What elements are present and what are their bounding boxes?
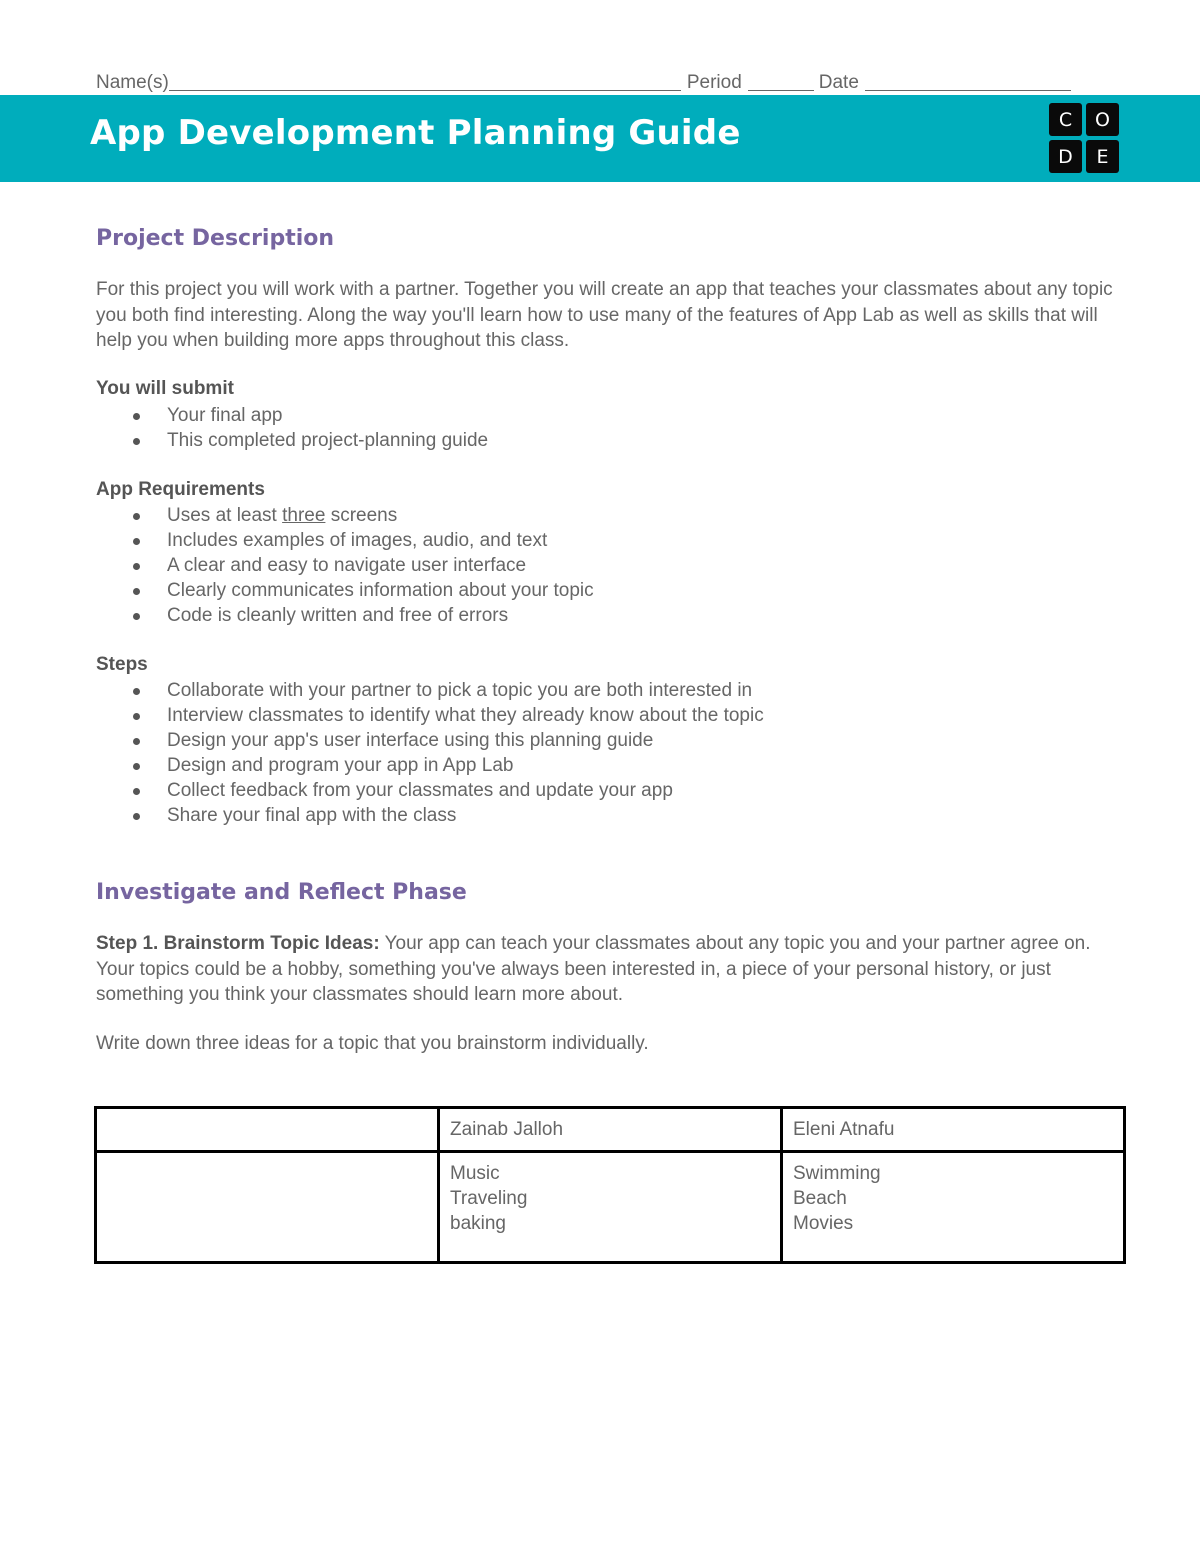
period-label: Period xyxy=(686,72,742,93)
ideas-table xyxy=(94,1106,1126,1264)
list-item: Interview classmates to identify what they already know about the topic xyxy=(96,703,764,728)
table-row xyxy=(96,1108,1125,1152)
logo-letter-o: O xyxy=(1086,103,1119,136)
steps-heading: Steps xyxy=(96,654,148,675)
step1-label: Step 1. Brainstorm Topic Ideas: xyxy=(96,933,380,954)
idea-item: Movies xyxy=(793,1213,854,1234)
requirements-list xyxy=(96,503,594,628)
logo-letter-c: C xyxy=(1049,103,1082,136)
list-item: Collaborate with your partner to pick a topic you are both interested in xyxy=(96,678,764,703)
req-underlined: three xyxy=(282,505,326,526)
table-cell-empty[interactable] xyxy=(96,1108,439,1152)
req-prefix: Uses at least xyxy=(167,505,283,526)
list-item: Your final app xyxy=(96,403,488,428)
list-item: Design your app's user interface using this planning guide xyxy=(96,728,764,753)
partner-name-cell[interactable]: Eleni Atnafu xyxy=(782,1108,1125,1152)
list-item: This completed project-planning guide xyxy=(96,428,488,453)
submit-list xyxy=(96,403,488,453)
code-logo xyxy=(1049,103,1119,173)
project-description-text: For this project you will work with a partner. Together you will create an app that teaches your classmates about any topic you both find interesting. Along the way you'll learn how to use many of the features of App Lab as well as skills that will help you when building more apps throughout this class. xyxy=(96,279,1113,351)
list-item: A clear and easy to navigate user interface xyxy=(96,553,594,578)
idea-item: baking xyxy=(450,1213,506,1234)
list-item: Share your final app with the class xyxy=(96,803,764,828)
requirements-heading: App Requirements xyxy=(96,479,265,500)
ideas-cell[interactable] xyxy=(439,1152,782,1263)
project-description-heading: Project Description xyxy=(96,226,335,251)
step1-text: Your app can teach your classmates about any topic you and your partner agree on. Your topics could be a hobby, something you've always been interested in, a piece of your personal history, or just something you think your classmates should learn more about. xyxy=(96,933,1091,1005)
student-info-line xyxy=(96,70,1076,94)
steps-list xyxy=(96,678,764,828)
list-item: Design and program your app in App Lab xyxy=(96,753,764,778)
ideas-cell[interactable] xyxy=(782,1152,1125,1263)
date-label: Date xyxy=(818,72,859,93)
list-item: Collect feedback from your classmates and update your app xyxy=(96,778,764,803)
page-title: App Development Planning Guide xyxy=(90,113,741,153)
list-item: Clearly communicates information about your topic xyxy=(96,578,594,603)
name-blank[interactable] xyxy=(169,89,681,91)
table-cell-empty[interactable] xyxy=(96,1152,439,1263)
idea-item: Traveling xyxy=(450,1188,528,1209)
brainstorm-instruction: Write down three ideas for a topic that you brainstorm individually. xyxy=(96,1033,649,1054)
table-row xyxy=(96,1152,1125,1263)
investigate-heading: Investigate and Reflect Phase xyxy=(96,880,467,905)
name-label: Name(s) xyxy=(96,72,169,93)
submit-heading: You will submit xyxy=(96,378,234,399)
list-item: Includes examples of images, audio, and text xyxy=(96,528,594,553)
step1-paragraph xyxy=(96,931,1126,1008)
idea-item: Music xyxy=(450,1163,500,1184)
title-banner xyxy=(0,95,1200,182)
logo-letter-d: D xyxy=(1049,140,1082,173)
list-item xyxy=(96,503,594,528)
idea-item: Beach xyxy=(793,1188,847,1209)
idea-item: Swimming xyxy=(793,1163,881,1184)
list-item: Code is cleanly written and free of errors xyxy=(96,603,594,628)
logo-letter-e: E xyxy=(1086,140,1119,173)
date-blank[interactable] xyxy=(865,89,1071,91)
req-suffix: screens xyxy=(325,505,398,526)
period-blank[interactable] xyxy=(748,89,814,91)
partner-name-cell[interactable]: Zainab Jalloh xyxy=(439,1108,782,1152)
